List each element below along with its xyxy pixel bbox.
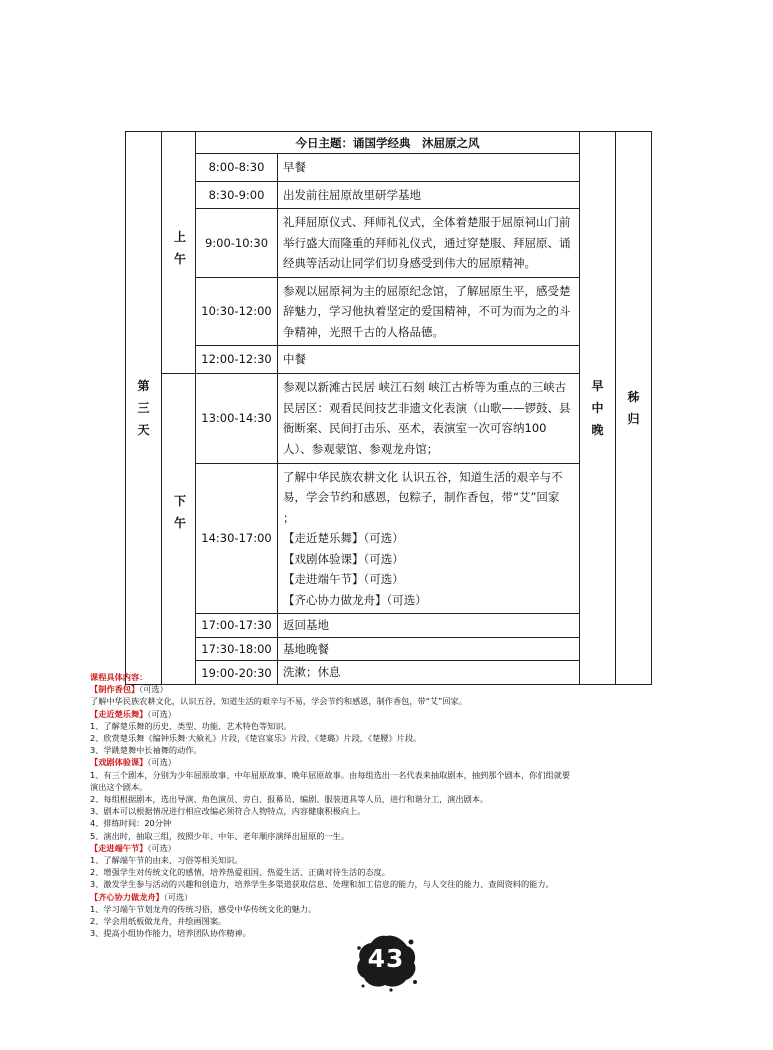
time-text: 9:00-10:30 [204, 235, 269, 250]
optional-item: 【戏剧体验课】（可选） [283, 551, 404, 566]
notes-line: 3、剧本可以根据情况进行相应改编必须符合人物特点，内容健康积极向上。 [90, 806, 366, 817]
activity-cell: 返回基地 [278, 614, 580, 638]
notes-line: 4、排练时间：20分钟 [90, 818, 172, 829]
notes-line: 了解中华民族农耕文化，认识五谷，知道生活的艰辛与不易，学会节约和感恩，制作香包，带“艾”回家。 [90, 696, 467, 707]
day-label-cell [126, 132, 162, 685]
notes-line: 1、有三个剧本，分别为少年屈原故事、中年屈原故事、晚年屈原故事。由每组选出一名代表来抽取剧本，抽到那个剧本，你们组就要 [90, 769, 571, 780]
page-number: 43 [367, 944, 405, 973]
time-cell: 14:30-17:00 [196, 463, 278, 614]
activity-cell: 参观以新滩古民居 峡江石刻 峡江古桥等为重点的三峡古民居区：观看民间技艺非遗文化表演（山歌——锣鼓、县衙断案、民间打击乐、巫术，表演室一次可容纳100人）、参观蒙馆、参观龙舟馆； [278, 373, 580, 463]
optional-item: 【走近楚乐舞】（可选） [283, 531, 404, 545]
location-label-cell [616, 132, 652, 685]
notes-line: 3、提高小组协作能力，培养团队协作精神。 [90, 928, 251, 939]
time-cell: 17:00-17:30 [196, 614, 278, 638]
notes-line: 3、学跳楚舞中长袖舞的动作。 [90, 745, 202, 756]
notes-line: 2、欣赏楚乐舞《编钟乐舞·大飨礼》片段，《楚宫宴乐》片段，《楚璐》片段，《楚腰》片段。 [90, 733, 422, 744]
time-cell: 10:30-12:00 [196, 277, 278, 346]
time-cell: 13:00-14:30 [196, 373, 278, 463]
activity-text: 了解中华民族农耕文化 认识五谷，知道生活的艰辛与不易，学会节约和感恩，包粽子，制作香包，带“艾”回家 ； [283, 469, 563, 525]
notes-section-title: 【戏剧体验课】（可选） [90, 757, 176, 768]
schedule-table [125, 131, 652, 685]
time-cell: 17:30-18:00 [196, 637, 278, 661]
time-cell: 12:00-12:30 [196, 346, 278, 374]
activity-cell [278, 463, 580, 614]
optional-item: 【走进端午节】（可选） [283, 572, 404, 586]
time-cell: 8:30-9:00 [196, 181, 278, 209]
time-cell: 19:00-20:30 [196, 661, 278, 685]
notes-section-title: 【制作香包】（可选） [90, 684, 168, 695]
activity-cell: 早餐 [278, 154, 580, 182]
meals-label-cell [580, 132, 616, 685]
day-theme: 今日主题：诵国学经典 沐屈原之风 [196, 132, 580, 154]
notes-line: 5、演出时，抽取三组，按照少年、中年、老年顺序演绎出屈原的一生。 [90, 830, 350, 841]
course-notes [90, 671, 690, 939]
activity-cell: 参观以屈原祠为主的屈原纪念馆，了解屈原生平，感受楚辞魅力，学习他执着坚定的爱国精神，不可为而为之的斗争精神，光照千古的人格品德。 [278, 277, 580, 346]
activity-cell: 洗漱；休息 [278, 661, 580, 685]
notes-line: 演出这个剧本。 [90, 781, 148, 792]
notes-line: 1、学习端午节划龙舟的传统习俗，感受中华传统文化的魅力。 [90, 903, 317, 914]
notes-line: 1、了解端午节的由来、习俗等相关知识。 [90, 855, 243, 866]
afternoon-label: 下午 [173, 494, 186, 530]
notes-line: 2、每组根据剧本，选出导演、角色演员、旁白、报幕员、编剧、服装道具等人员，进行和谐分工，演出剧本。 [90, 794, 489, 805]
time-cell: 8:00-8:30 [196, 154, 278, 182]
activity-cell: 中餐 [278, 346, 580, 374]
location-label: 秭归 [627, 390, 640, 426]
notes-section-title: 【齐心协力做龙舟】（可选） [90, 891, 193, 902]
meals-label: 早中晚 [591, 379, 604, 437]
day-label: 第三天 [137, 379, 150, 437]
activity-cell: 礼拜屈原仪式、拜师礼仪式，全体着楚服于屈原祠山门前举行盛大而隆重的拜师礼仪式，通过穿楚服、拜屈原、诵经典等活动让同学们切身感受到伟大的屈原精神。 [278, 209, 580, 278]
time-cell [196, 209, 278, 278]
activity-cell: 基地晚餐 [278, 637, 580, 661]
notes-section-title: 【走进端午节】（可选） [90, 842, 176, 853]
notes-heading: 课程具体内容： [90, 672, 148, 682]
optional-item: 【齐心协力做龙舟】（可选） [283, 592, 427, 607]
notes-section-title: 【走近楚乐舞】（可选） [90, 708, 176, 719]
morning-label: 上午 [173, 230, 186, 266]
notes-line: 1、了解楚乐舞的历史、类型、功能、艺术特色等知识。 [90, 720, 292, 731]
page-number-badge [351, 930, 421, 992]
notes-line: 3、激发学生参与活动的兴趣和创造力，培养学生多渠道获取信息、处理和加工信息的能力，与人交往的能力、查阅资料的能力。 [90, 879, 554, 890]
notes-line: 2、学会用纸板做龙舟，并绘画图案。 [90, 916, 227, 927]
activity-cell: 出发前往屈原故里研学基地 [278, 181, 580, 209]
notes-line: 2、增强学生对传统文化的感情，培养热爱祖国、热爱生活、正确对待生活的态度。 [90, 867, 390, 878]
